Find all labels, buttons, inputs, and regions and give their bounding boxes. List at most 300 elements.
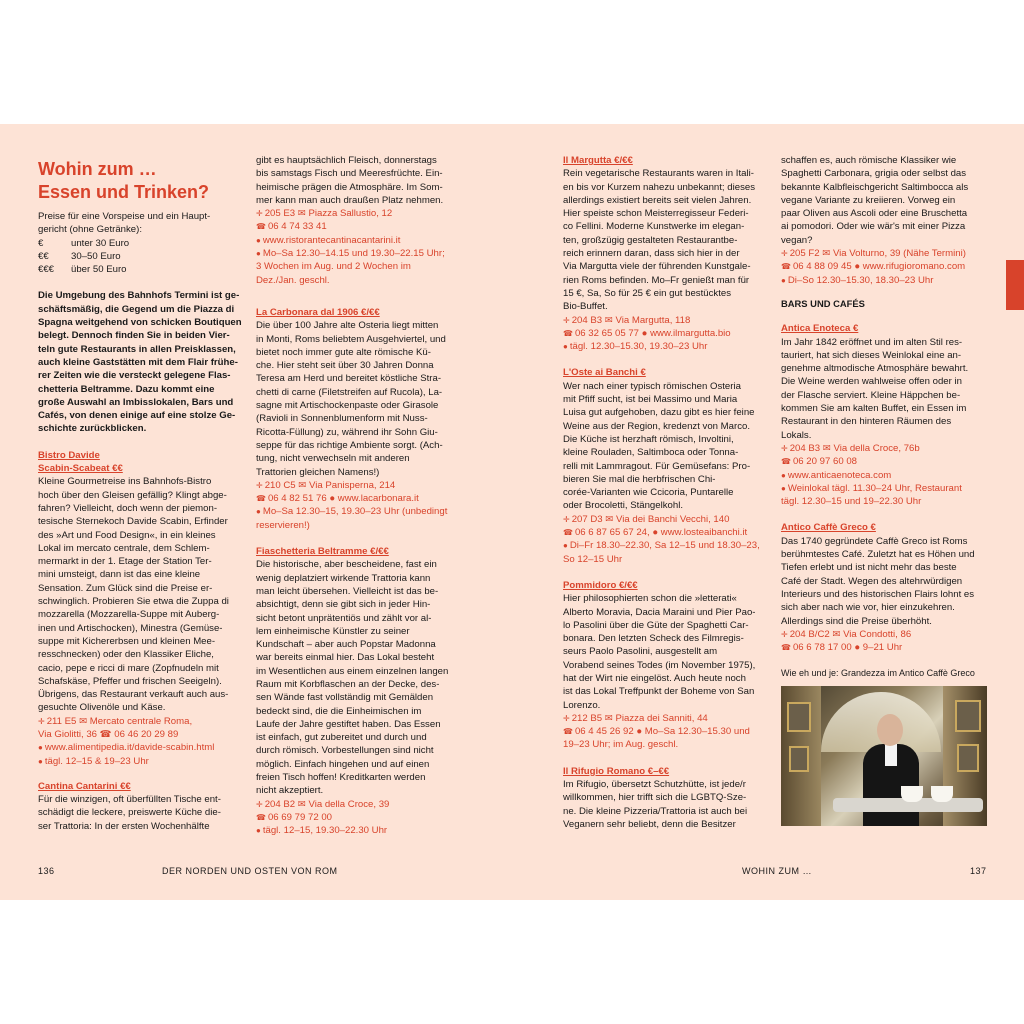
- text-line: reich erinnern daran, dass sich hier in der: [563, 248, 740, 260]
- section-heading: BARS UND CAFÉS: [781, 297, 865, 309]
- clock-icon: ●: [38, 756, 43, 766]
- info-line: [563, 725, 771, 738]
- clock-icon: ●: [256, 826, 261, 836]
- phone: 06 20 97 60 08: [792, 456, 857, 468]
- address: 205 F2 ✉ Via Volturno, 39 (Nähe Termini): [789, 248, 966, 260]
- address: 207 D3 ✉ Via dei Banchi Vecchi, 140: [571, 513, 730, 525]
- bar-title-antica-enoteca[interactable]: Antica Enoteca €: [781, 323, 859, 335]
- text-line: corée-Varianten wie Ccicoria, Puntarelle: [563, 487, 734, 499]
- text-line: des »Art und Food Design«, in ein kleines: [38, 529, 216, 541]
- info-line: [563, 314, 771, 327]
- text-line: ist einfach, gut zubereitet und durch und: [256, 732, 427, 744]
- info-line: [781, 641, 987, 654]
- photo-painting: [955, 700, 981, 732]
- intro-paragraph: [38, 289, 243, 435]
- info-line: Via Giolitti, 36 ☎ 06 46 20 29 89: [38, 728, 179, 740]
- web-icon: ●: [38, 743, 43, 753]
- text-line: Interieurs und des historischen Flairs lohnt es: [781, 588, 975, 600]
- phone: 06 6 78 17 00 ● 9–21 Uhr: [792, 642, 903, 654]
- photo-cup: [901, 786, 923, 802]
- text-line: ai pomodori. Oder wie wär's mit einer Pizza: [781, 221, 966, 233]
- text-line: Wer nach einer typisch römischen Osteria: [563, 380, 741, 392]
- text-line: gibt es hauptsächlich Fleisch, donnerstags: [256, 155, 437, 166]
- restaurant-description: [563, 380, 771, 513]
- text-line: teln gute Restaurants in allen Preisklassen,: [38, 343, 236, 355]
- restaurant-info: [256, 479, 464, 532]
- phone-icon: ☎: [563, 528, 573, 538]
- text-line: Übrigens, das Restaurant verkauft auch aus-: [38, 689, 229, 701]
- restaurant-description: [563, 592, 771, 712]
- text-line: oder Brocoletti, Stängelkohl.: [563, 500, 683, 512]
- info-line: [256, 492, 464, 505]
- text-line: schichte zurückblicken.: [38, 423, 147, 435]
- text-line: suppe mit Kichererbsen und kleinen Mee-: [38, 635, 216, 647]
- text-line: Bio-Buffet.: [563, 301, 608, 313]
- text-line: allerdings existiert bereits seit vielen Jahren.: [563, 194, 752, 206]
- text-line: Sensation. Zum Glück sind die Preise er-: [38, 582, 213, 594]
- info-line: [781, 482, 987, 495]
- phone-icon: ☎: [781, 262, 791, 272]
- text-line: Luisa gut aufgehoben, dazu gibt es hier feine: [563, 407, 755, 419]
- text-line: schaffen es, auch römische Klassiker wie: [781, 155, 957, 166]
- title-line: Bistro Davide: [38, 449, 100, 461]
- phone-icon: ☎: [256, 222, 266, 232]
- text-line: mozzarella (Mozzarella-Suppe mit Auberg-: [38, 609, 220, 621]
- right-column-2: [781, 154, 987, 826]
- text-line: Tiefen erlebt und ist nicht mehr das beste: [781, 562, 957, 574]
- price-intro: [38, 210, 243, 237]
- price-intro-line: gericht (ohne Getränke):: [38, 224, 142, 236]
- text-line: Hier philosophierten schon die »letterati«: [563, 593, 737, 605]
- info-line[interactable]: [256, 234, 464, 247]
- address: 210 C5 ✉ Via Panisperna, 214: [264, 479, 396, 491]
- info-line: So 12–15 Uhr: [563, 553, 623, 565]
- text-line: Das 1740 gegründete Caffè Greco ist Roms: [781, 535, 968, 547]
- phone: 06 4 88 09 45 ● www.rifugioromano.com: [792, 261, 966, 273]
- text-line: nicht akzeptiert.: [256, 785, 324, 797]
- text-line: große Auswahl an Imbisslokalen, Bars und: [38, 396, 234, 408]
- text-line: bedeckt sind, die die Einheimischen im: [256, 705, 422, 717]
- phone: 06 32 65 05 77 ● www.ilmargutta.bio: [574, 327, 731, 339]
- text-line: absichtigt, denn sie gibt sich in jeder Hin-: [256, 599, 431, 611]
- text-line: bietet noch immer gute alte römische Kü-: [256, 346, 431, 358]
- restaurant-title-margutta[interactable]: Il Margutta €/€€: [563, 155, 633, 166]
- page-number-right: 137: [970, 866, 987, 876]
- text-line: bis samstags Fisch und Meeresfrüchte. Ein-: [256, 168, 443, 180]
- phone-icon: ☎: [563, 727, 573, 737]
- text-line: ne. Die kleine Pizzeria/Trattoria ist auch bei: [563, 805, 748, 817]
- info-line: [256, 220, 464, 233]
- info-line: [38, 755, 243, 768]
- text-line: ten, großzügig gestalteten Restaurantbe-: [563, 234, 738, 246]
- photo-painting: [787, 702, 811, 732]
- text-line: Spagna weitgehend von schicken Boutiquen: [38, 317, 242, 329]
- text-line: en bis vor Kurzem nahezu unbekannt; dieses: [563, 181, 755, 193]
- text-line: rien Roms befinden. Mo–Fr genießt man für: [563, 274, 750, 286]
- spacer: [563, 353, 771, 366]
- text-line: che. Hier steht seit über 30 Jahren Donna: [256, 360, 434, 372]
- spacer: [781, 508, 987, 521]
- web-icon: ●: [781, 470, 786, 480]
- restaurant-info: [256, 798, 464, 838]
- text-line: vegan?: [781, 234, 813, 246]
- bar-info: [781, 628, 987, 655]
- website-link[interactable]: www.anticaenoteca.com: [787, 469, 892, 481]
- text-line: Kleine Gourmetreise ins Bahnhofs-Bistro: [38, 476, 212, 488]
- restaurant-description: [38, 475, 243, 714]
- page-number-left: 136: [38, 866, 55, 876]
- text-line: gesuchte Olivenöle und Käse.: [38, 702, 166, 714]
- price-text: 30–50 Euro: [71, 250, 121, 262]
- left-column-1: [38, 154, 243, 833]
- restaurant-description: [563, 167, 771, 313]
- text-line: (Ravioli in Sonnenblumenform mit Nuss-: [256, 413, 428, 425]
- text-line: Lokals.: [781, 429, 812, 441]
- book-spread: [0, 124, 1024, 900]
- bar-description: [781, 535, 987, 628]
- hours: tägl. 12–15 & 19–23 Uhr: [44, 755, 149, 767]
- photo-painting: [789, 746, 809, 772]
- title-line-2: Essen und Trinken?: [38, 182, 210, 202]
- address: 204 B3 ✉ Via Margutta, 118: [571, 314, 691, 326]
- info-line: [781, 247, 987, 260]
- restaurant-info: [781, 247, 987, 287]
- text-line: Alberto Moravia, Dacia Maraini und Pier Pao-: [563, 606, 756, 618]
- text-line: resschnecken) oder den Klassiker Eliche,: [38, 649, 214, 661]
- text-line: bonara. Den letzten Scheck des Filmregis-: [563, 633, 744, 645]
- price-row: [38, 237, 243, 250]
- text-line: Im Jahr 1842 eröffnet und im alten Stil res-: [781, 336, 963, 348]
- text-line: co Fellini. Moderne Kunstwerke im elegan-: [563, 221, 745, 233]
- clock-icon: ●: [563, 342, 568, 352]
- map-pin-icon: ✛: [256, 209, 263, 219]
- text-line: Allerdings sind die Preise überhöht.: [781, 615, 932, 627]
- info-line: tägl. 12.30–15 und 19–22.30 Uhr: [781, 496, 922, 508]
- text-line: tauriert, hat sich dieses Weinlokal eine an-: [781, 349, 962, 361]
- text-line: ist das Lokal Treffpunkt der Boheme von San: [563, 686, 755, 698]
- text-line: heimische prägen die Atmosphäre. Im Som-: [256, 181, 443, 193]
- text-line: Kundschaft – aber auch Popstar Madonna: [256, 639, 436, 651]
- restaurant-description: [256, 154, 464, 207]
- restaurant-description: [256, 558, 464, 797]
- hours: Mo–Sa 12.30–15, 19.30–23 Uhr (unbedingt: [262, 506, 448, 518]
- info-line: [256, 479, 464, 492]
- spacer: [563, 752, 771, 765]
- hours: tägl. 12–15, 19.30–22.30 Uhr: [262, 825, 388, 837]
- map-pin-icon: ✛: [563, 514, 570, 524]
- clock-icon: ●: [781, 275, 786, 285]
- restaurant-info: [563, 513, 771, 566]
- text-line: in Monti, Roms beliebtem Ausgehviertel, und: [256, 333, 446, 345]
- info-line: [781, 455, 987, 468]
- text-line: inen und Artischocken), Minestra (Gemüse-: [38, 622, 223, 634]
- text-line: hoch über den Gleisen gefällig? Klingt abge-: [38, 489, 227, 501]
- price-legend: [38, 237, 243, 277]
- text-line: seurs Paolo Pasolini, ausgestellt am: [563, 646, 718, 658]
- text-line: genehme altmodische Atmosphäre bewahrt.: [781, 363, 969, 375]
- website-link[interactable]: www.ristorantecantinacantarini.it: [262, 234, 401, 246]
- text-line: Die über 100 Jahre alte Osteria liegt mitten: [256, 320, 439, 332]
- clock-icon: ●: [563, 541, 568, 551]
- text-line: freien Tisch hoffen! Kreditkarten werden: [256, 772, 426, 784]
- restaurant-title-pommidoro[interactable]: Pommidoro €/€€: [563, 579, 638, 591]
- restaurant-title-oste-ai-banchi[interactable]: L'Oste ai Banchi €: [563, 367, 646, 379]
- text-line: war bereits einmal hier. Das Lokal besteht: [256, 652, 435, 664]
- text-line: paar Oliven aus Ascoli oder eine Bruschetta: [781, 208, 968, 220]
- text-line: relli mit Lammragout. Für Gemüsefans: Pro-: [563, 460, 751, 472]
- restaurant-description: [781, 154, 987, 247]
- title-line-1: Wohin zum …: [38, 159, 157, 179]
- chapter-title: [38, 158, 243, 204]
- text-line: schäftsmäßig, die Gegend um die Piazza di: [38, 303, 235, 315]
- restaurant-description: [38, 793, 243, 833]
- text-line: ser Trattoria: In der ersten Wochenhälfte: [38, 820, 210, 832]
- price-text: über 50 Euro: [71, 264, 127, 276]
- info-line: [563, 526, 771, 539]
- text-line: mermarkt in der 1. Etage der Station Ter-: [38, 556, 212, 568]
- bar-info: [781, 442, 987, 508]
- photo-waiter-shirt: [885, 744, 897, 766]
- text-line: mer kann man auch draußen Platz nehmen.: [256, 194, 444, 206]
- spacer: [563, 566, 771, 579]
- text-line: willkommen, hier trifft sich die LGBTQ-Sze-: [563, 792, 747, 804]
- title-line: Scabin-Scabeat €€: [38, 463, 123, 475]
- price-text: unter 30 Euro: [71, 237, 130, 249]
- right-column-1: [563, 154, 771, 831]
- text-line: lem einheimische Künstler zu seiner: [256, 625, 410, 637]
- restaurant-title-rifugio-romano[interactable]: Il Rifugio Romano €–€€: [563, 765, 670, 777]
- spacer: [38, 276, 243, 289]
- text-line: Raum mit Korbflaschen an der Decke, des-: [256, 678, 440, 690]
- text-line: lo Pasolini über die Güte der Spaghetti Car-: [563, 619, 749, 631]
- info-line: [781, 274, 987, 287]
- text-line: seppe für das richtige Ambiente sorgt. (Ach-: [256, 439, 443, 451]
- price-row: [38, 263, 243, 276]
- info-line: [256, 798, 464, 811]
- clock-icon: ●: [256, 507, 261, 517]
- text-line: tung, nicht verwechseln mit anderen: [256, 453, 410, 465]
- info-line[interactable]: [38, 741, 243, 754]
- hours: tägl. 12.30–15.30, 19.30–23 Uhr: [569, 341, 708, 353]
- restaurant-info: [563, 712, 771, 752]
- price-symbol: €€: [38, 250, 49, 262]
- phone: 06 4 45 26 92 ● Mo–Sa 12.30–15.30 und: [574, 726, 750, 738]
- phone: 06 4 74 33 41: [267, 221, 327, 233]
- map-pin-icon: ✛: [781, 249, 788, 259]
- phone-icon: ☎: [256, 812, 266, 822]
- text-line: Veganern sehr beliebt, denn die Besitzer: [563, 818, 736, 830]
- phone: 06 6 87 65 67 24, ● www.losteaibanchi.it: [574, 527, 748, 539]
- text-line: durch römisch. Vorbestellungen sind nicht: [256, 745, 434, 757]
- text-line: Rein vegetarische Restaurants waren in Itali-: [563, 168, 754, 180]
- text-line: Die Umgebung des Bahnhofs Termini ist ge-: [38, 290, 240, 302]
- map-pin-icon: ✛: [256, 480, 263, 490]
- info-line: [563, 513, 771, 526]
- text-line: Ricotta-Füllung) zu, während ihr Sohn Giu-: [256, 426, 438, 438]
- text-line: Laufe der Jahre gestiftet haben. Das Essen: [256, 718, 441, 730]
- restaurant-info: [256, 207, 464, 287]
- phone-icon: ☎: [256, 494, 266, 504]
- restaurant-description: [563, 778, 771, 831]
- text-line: bieren Sie mal die herbfrischen Chi-: [563, 473, 716, 485]
- map-pin-icon: ✛: [781, 443, 788, 453]
- address: 204 B2 ✉ Via della Croce, 39: [264, 798, 390, 810]
- text-line: Die Küche ist herzhaft römisch, Involtini,: [563, 433, 734, 445]
- text-line: im Wesentlichen aus einem einzelnen langen: [256, 665, 449, 677]
- info-line: [256, 811, 464, 824]
- restaurant-description: [256, 319, 464, 479]
- map-pin-icon: ✛: [781, 629, 788, 639]
- hours: Mo–Sa 12.30–14.15 und 19.30–22.15 Uhr;: [262, 248, 445, 260]
- web-icon: ●: [256, 235, 261, 245]
- text-line: Schafskäse, Pfeffer und frischen Seeigeln).: [38, 675, 222, 687]
- text-line: mini umsteigt, dann ist das eine kleine: [38, 569, 201, 581]
- hours: Di–Fr 18.30–22.30, Sa 12–15 und 18.30–23,: [569, 540, 760, 552]
- info-line: [256, 505, 464, 518]
- caffe-greco-photo: [781, 686, 987, 826]
- text-line: sich aber nach wie vor, hier einzukehren.: [781, 602, 955, 614]
- text-line: schwinglich. Probieren Sie etwa die Zuppa di: [38, 596, 229, 608]
- text-line: der Flasche serviert. Kleine Häppchen be-: [781, 389, 961, 401]
- address: 204 B/C2 ✉ Via Condotti, 86: [789, 628, 912, 640]
- website-link[interactable]: www.alimentipedia.it/davide-scabin.html: [44, 742, 215, 754]
- text-line: kleine Rouladen, Saltimboca oder Tonna-: [563, 447, 739, 459]
- text-line: tesische Sternekoch Davide Scabin, Erfinder: [38, 516, 228, 528]
- info-line: [781, 628, 987, 641]
- map-pin-icon: ✛: [38, 716, 45, 726]
- text-line: hat der Wirt nie eingelöst. Auch heute noch: [563, 672, 746, 684]
- info-line: [781, 260, 987, 273]
- text-line: Restaurant in den hinteren Räumen des: [781, 416, 952, 428]
- restaurant-info: [563, 314, 771, 354]
- photo-cup: [931, 786, 953, 802]
- info-line: 3 Wochen im Aug. und 2 Wochen im: [256, 261, 411, 273]
- text-line: belegt. Dennoch finden Sie in beiden Vier-: [38, 330, 230, 342]
- price-intro-line: Preise für eine Vorspeise und ein Haupt-: [38, 211, 211, 222]
- text-line: Für die winzigen, oft überfüllten Tische ent-: [38, 794, 221, 806]
- text-line: chetteria Beltramme. Dazu kommt eine: [38, 383, 215, 395]
- spacer: [38, 436, 243, 449]
- photo-waiter-head: [877, 714, 903, 746]
- clock-icon: ●: [256, 249, 261, 259]
- text-line: bekannte Kalbfleischgericht Saltimbocca als: [781, 181, 969, 193]
- spacer: [256, 532, 464, 545]
- text-line: Im Rifugio, übersetzt Schutzhütte, ist jede/r: [563, 779, 746, 791]
- text-line: Via Margutta viele der führenden Kunstgale-: [563, 261, 751, 273]
- address: 212 B5 ✉ Piazza dei Sanniti, 44: [571, 712, 708, 724]
- text-line: sicht betont unprätentiös und zählt vor al-: [256, 612, 432, 624]
- restaurant-title-scabin[interactable]: [38, 449, 243, 476]
- info-line: [256, 207, 464, 220]
- photo-caption: Wie eh und je: Grandezza im Antico Caffè Greco: [781, 668, 975, 679]
- text-line: sen Wände fast vollständig mit Gemälden: [256, 692, 434, 704]
- map-pin-icon: ✛: [256, 799, 263, 809]
- map-pin-icon: ✛: [563, 315, 570, 325]
- phone-icon: ☎: [781, 643, 791, 653]
- info-line: [256, 247, 464, 260]
- text-line: Cafés, von denen einige auf eine stolze Ge-: [38, 410, 236, 422]
- text-line: schädigt die leckere, preiswerte Küche die-: [38, 807, 221, 819]
- info-line[interactable]: [781, 469, 987, 482]
- restaurant-title-carbonara[interactable]: La Carbonara dal 1906 €/€€: [256, 306, 380, 318]
- phone-icon: ☎: [781, 457, 791, 467]
- text-line: fahren? Vielleicht, doch wenn der piemon-: [38, 502, 218, 514]
- spacer: [781, 654, 987, 667]
- text-line: 15 €, Sa, So für 25 € ein gut bestücktes: [563, 287, 731, 299]
- info-line: [563, 340, 771, 353]
- text-line: Vorabend seines Todes (im November 1975),: [563, 659, 756, 671]
- restaurant-title-beltramme[interactable]: Fiaschetteria Beltramme €/€€: [256, 546, 389, 558]
- map-pin-icon: ✛: [563, 713, 570, 723]
- text-line: Spaghetti Carbonara, grigia oder selbst das: [781, 168, 967, 180]
- info-line: [563, 327, 771, 340]
- text-line: Die Weine werden wahlweise offen oder in: [781, 376, 962, 388]
- bar-title-caffe-greco[interactable]: Antico Caffè Greco €: [781, 522, 876, 534]
- text-line: Trattorien gleichen Namens!): [256, 466, 380, 478]
- info-line: [256, 824, 464, 837]
- hours: Weinlokal tägl. 11.30–24 Uhr, Restaurant: [787, 482, 962, 494]
- restaurant-title-cantarini[interactable]: Cantina Cantarini €€: [38, 780, 131, 792]
- text-line: cacio, pepe e ricci di mare (Zopfnudeln mit: [38, 662, 219, 674]
- text-line: berühmtestes Café. Zuletzt hat es Höhen und: [781, 549, 975, 561]
- restaurant-info: [38, 715, 243, 768]
- chapter-tab: [1006, 260, 1024, 310]
- text-line: auch kleine Gaststätten mit dem Flair frühe-: [38, 356, 238, 368]
- text-line: möglich. Einfach hingehen und auf einen: [256, 758, 430, 770]
- text-line: rer Zeiten wie die versteckt gelegene Flas-: [38, 370, 231, 382]
- info-line: reservieren!): [256, 519, 310, 531]
- photo-painting: [957, 744, 979, 772]
- phone-icon: ☎: [563, 328, 573, 338]
- clock-icon: ●: [781, 483, 786, 493]
- text-line: Teresa am Herd und bereitet köstliche Stra-: [256, 373, 442, 385]
- text-line: Weine aus der Region, kredenzt von Marco.: [563, 420, 750, 432]
- text-line: Lorenzo.: [563, 699, 601, 711]
- price-symbol: €€€: [38, 264, 55, 276]
- text-line: man leicht übersehen. Vielleicht ist das be-: [256, 585, 439, 597]
- text-line: Café der Stadt. Wegen des altehrwürdigen: [781, 575, 963, 587]
- text-line: wenig deplatziert wirkende Trattoria kann: [256, 572, 431, 584]
- text-line: Die historische, aber bescheidene, fast ein: [256, 559, 437, 571]
- phone: 06 69 79 72 00: [267, 811, 332, 823]
- text-line: vegane Variante zu kreiieren. Vorweg ein: [781, 194, 956, 206]
- info-line: Dez./Jan. geschl.: [256, 274, 330, 286]
- info-line: [38, 715, 243, 728]
- info-line: 19–23 Uhr; im Aug. geschl.: [563, 739, 679, 751]
- info-line: [781, 442, 987, 455]
- text-line: kommen Sie am kalten Buffet, ein Essen im: [781, 403, 967, 415]
- phone: 06 4 82 51 76 ● www.lacarbonara.it: [267, 493, 419, 505]
- left-column-2: [256, 154, 464, 838]
- text-line: mit Pfiff sucht, ist bei Massimo und Maria: [563, 394, 738, 406]
- hours: Di–So 12.30–15.30, 18.30–23 Uhr: [787, 274, 934, 286]
- info-line: [563, 539, 771, 552]
- text-line: chetti di carne (Filetstreifen auf Rucola), La-: [256, 386, 443, 398]
- address: 204 B3 ✉ Via della Croce, 76b: [789, 442, 920, 454]
- address: 211 E5 ✉ Mercato centrale Roma,: [46, 715, 193, 727]
- price-symbol: €: [38, 237, 44, 249]
- running-head-right: WOHIN ZUM …: [742, 866, 812, 876]
- text-line: Hier speiste schon Meisterregisseur Federi-: [563, 208, 749, 220]
- price-row: [38, 250, 243, 263]
- address: 205 E3 ✉ Piazza Sallustio, 12: [264, 208, 393, 220]
- info-line: [563, 712, 771, 725]
- text-line: Lokal im mercato centrale, dem Schlem-: [38, 542, 210, 554]
- bar-description: [781, 336, 987, 442]
- spacer: [256, 287, 464, 300]
- running-head-left: DER NORDEN UND OSTEN VON ROM: [162, 866, 338, 876]
- text-line: sagne mit Artischockenpaste oder Girasole: [256, 400, 439, 412]
